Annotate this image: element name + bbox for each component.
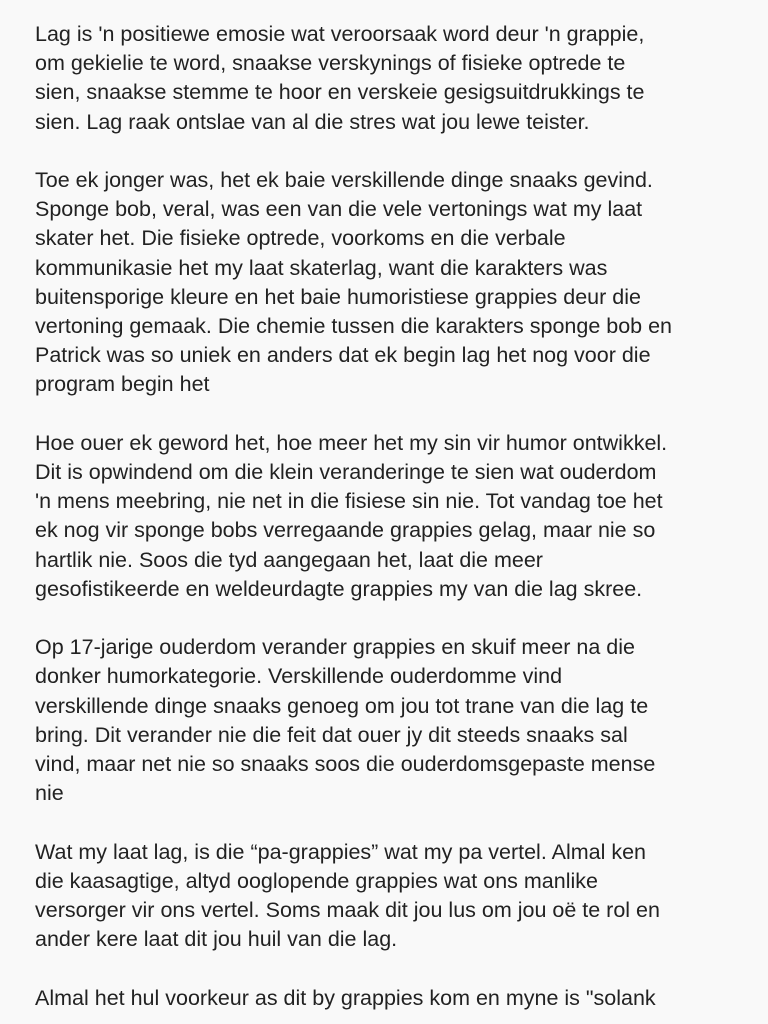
paragraph-6 [35, 984, 760, 1013]
text-line: Dit is opwindend om die klein veranderinge te sien wat ouderdom [35, 460, 657, 485]
text-line: Patrick was so uniek en anders dat ek begin lag het nog voor die [35, 343, 651, 368]
text-line: Wat my laat lag, is die “pa-grappies” wat my pa vertel. Almal ken [35, 839, 646, 864]
text-line: kommunikasie het my laat skaterlag, want die karakters was [35, 255, 608, 280]
text-line: skater het. Die fisieke optrede, voorkoms en die verbale [35, 226, 566, 251]
paragraph-4 [35, 633, 760, 808]
text-line: die kaasagtige, altyd ooglopende grappies wat ons manlike [35, 868, 598, 893]
text-line: vertoning gemaak. Die chemie tussen die karakters sponge bob en [35, 314, 673, 339]
text-line: Sponge bob, veral, was een van die vele vertonings wat my laat [35, 197, 643, 222]
text-line: Toe ek jonger was, het ek baie verskillende dinge snaaks gevind. [35, 168, 653, 192]
text-line: program begin het [35, 372, 210, 397]
text-line: bring. Dit verander nie die feit dat ouer jy dit steeds snaaks sal [35, 722, 628, 747]
text-line: gesofistikeerde en weldeurdagte grappies my van die lag skree. [35, 576, 643, 601]
paragraph-2 [35, 166, 760, 400]
text-line: hartlik nie. Soos die tyd aangegaan het, laat die meer [35, 547, 543, 572]
text-line: 'n mens meebring, nie net in die fisiese sin nie. Tot vandag toe het [35, 489, 663, 514]
document-body [35, 20, 760, 1024]
text-line: Hoe ouer ek geword het, hoe meer het my sin vir humor ontwikkel. [35, 430, 668, 455]
text-line: ander kere laat dit jou huil van die lag. [35, 927, 398, 952]
text-line: sien. Lag raak ontslae van al die stres wat jou lewe teister. [35, 109, 590, 134]
text-line: vind, maar net nie so snaaks soos die ouderdomsgepaste mense [35, 752, 656, 777]
text-line: buitensporige kleure en het baie humoristiese grappies deur die [35, 284, 641, 309]
paragraph-1 [35, 20, 760, 137]
text-line: verskillende dinge snaaks genoeg om jou tot trane van die lag te [35, 693, 649, 718]
text-line: versorger vir ons vertel. Soms maak dit jou lus om jou oë te rol en [35, 898, 660, 923]
text-line: Op 17-jarige ouderdom verander grappies en skuif meer na die [35, 635, 635, 660]
text-line: om gekielie te word, snaakse verskynings of fisieke optrede te [35, 51, 626, 76]
paragraph-5 [35, 838, 760, 955]
text-line: sien, snaakse stemme te hoor en verskeie gesigsuitdrukkings te [35, 80, 645, 105]
paragraph-3 [35, 429, 760, 604]
text-line: ek nog vir sponge bobs verregaande grappies gelag, maar nie so [35, 518, 656, 543]
text-line: nie [35, 781, 64, 806]
text-line: donker humorkategorie. Verskillende ouderdomme vind [35, 664, 563, 689]
text-line: Lag is 'n positiewe emosie wat veroorsaak word deur 'n grappie, [35, 22, 645, 46]
text-line: Almal het hul voorkeur as dit by grappies kom en myne is "solank [35, 985, 656, 1010]
